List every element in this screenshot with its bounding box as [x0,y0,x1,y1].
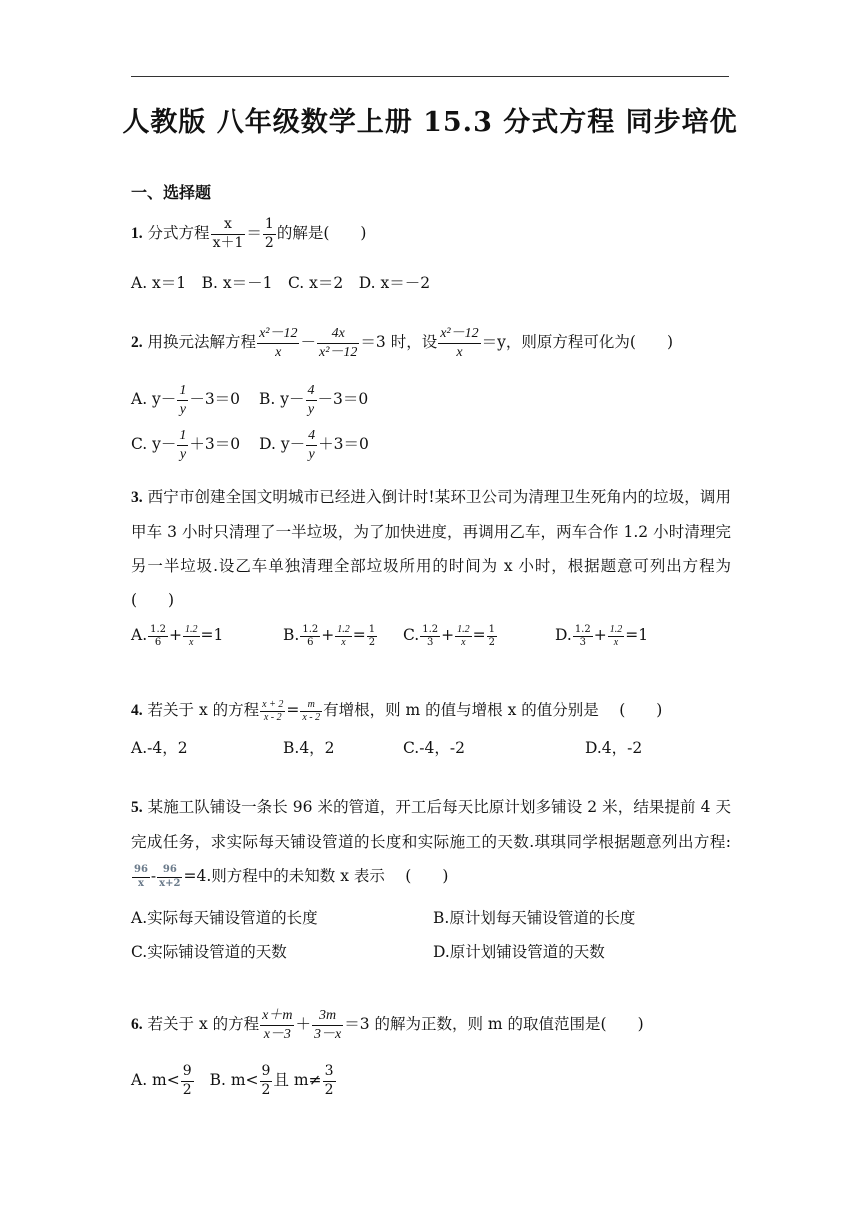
fraction: $\frac{\text{x²－12}}{x}$ [440,326,479,360]
header-rule [131,76,729,77]
option-b: B.原计划每天铺设管道的长度 [433,909,636,927]
question-2-options-row2 [131,427,369,463]
option-c: C. y－ $\frac{1}{y}$ ＋3＝0 [131,428,241,462]
question-number: 3. [131,489,143,506]
option-a: A. m< $\frac{9}{2}$ [131,1063,192,1098]
question-1-options: A. x＝1 B. x＝－1 C. x＝2 D. x＝－2 [131,274,431,292]
option-a: A. $\frac{1.2}{6}$ + $\frac{1.2}{x}$ =1 [131,624,224,648]
option-d: D.原计划铺设管道的天数 [433,943,605,961]
option-c: C.-4，-2 [403,739,465,757]
option-d: D. y－ $\frac{4}{y}$ ＋3＝0 [259,428,369,462]
question-number: 4. [131,702,143,719]
fraction: $\frac{1}{2}$ [264,216,274,251]
fraction: $\frac{96}{x}$ [134,864,148,889]
option-b: B. m< $\frac{9}{2}$ 且 m≠ $\frac{3}{2}$ [209,1063,334,1098]
option-b: B. $\frac{1.2}{6}$ + $\frac{1.2}{x}$ = $\frac{1}{2}$ [283,624,376,648]
section-heading: 一、选择题 [131,183,212,202]
question-text: 西宁市创建全国文明城市已经进入倒计时!某环卫公司为清理卫生死角内的垃圾，调用甲车 3 小时只清理了一半垃圾，为了加快进度，再调用乙车，两车合作 1.2 小时清理完另一半垃圾.设乙车单独清理全部垃圾所用的时间为 x 小时，根据题意可列出方程为 ( ) [131,488,731,609]
option-a: A.-4，2 [131,739,188,757]
fraction: $\frac{x}{x+1}$ [212,216,244,251]
question-2: 2. 用换元法解方程 $\frac{\text{x²－12}}{x}$ － $\frac{4x}{\text{x²－12}}$ ＝3 时，设 $\frac{\text{x²－12}}{x}$ ＝y，则原方程可化为( ) [131,326,673,360]
option-b: B.4，2 [283,739,335,757]
question-6: 6. 若关于 x 的方程 $\frac{x+m}{x-3}$ ＋ $\frac{3m}{3-x}$ ＝3 的解为正数，则 m 的取值范围是( ) [131,1008,644,1042]
fraction: $\frac{x+m}{x-3}$ [262,1008,293,1042]
fraction: $\frac{m}{x - 2}$ [302,699,321,723]
question-2-options-row1 [131,382,368,418]
question-text: 分式方程 [142,224,210,242]
question-number: 2. [131,334,143,351]
question-number: 1. [131,225,143,242]
question-4: 4. 若关于 x 的方程 $\frac{x + 2}{x - 2}$ = $\frac{m}{x - 2}$ 有增根，则 m 的值与增根 x 的值分别是 ( ) [131,699,663,723]
question-3 [131,480,731,617]
fraction: $\frac{\text{x²－12}}{x}$ [259,326,298,360]
option-c: C. $\frac{1.2}{3}$ + $\frac{1.2}{x}$ = $\frac{1}{2}$ [403,624,496,648]
page-title: 人教版 八年级数学上册 15.3 分式方程 同步培优 [122,107,738,138]
question-6-options [131,1063,337,1099]
option-a: A.实际每天铺设管道的长度 [131,909,318,927]
question-5: 5. 某施工队铺设一条长 96 米的管道，开工后每天比原计划多铺设 2 米，结果提前 4 天完成任务，求实际每天铺设管道的长度和实际施工的天数.琪琪同学根据题意列出方程: $\frac{96}{x}$ - $\frac{96}{x+2}$ =4.则方程中的未知数 x 表示 ( ) [131,798,731,889]
question-number: 5. [131,799,143,816]
option-d: D. $\frac{1.2}{3}$ + $\frac{1.2}{x}$ =1 [555,624,649,648]
option-a: A. y－ $\frac{1}{y}$ －3＝0 [131,383,241,417]
option-b: B. y－ $\frac{4}{y}$ －3＝0 [258,383,369,417]
option-d: D.4，-2 [585,739,643,757]
question-number: 6. [131,1016,143,1033]
fraction: $\frac{3m}{3-x}$ [314,1008,342,1042]
fraction: $\frac{x + 2}{x - 2}$ [262,699,284,723]
option-c: C.实际铺设管道的天数 [131,943,287,961]
fraction: $\frac{4x}{\text{x²－12}}$ [319,326,358,360]
fraction: $\frac{96}{x+2}$ [159,864,181,889]
question-1: 1. 分式方程 $\frac{x}{x+1}$ ＝ $\frac{1}{2}$ 的解是( ) [131,216,367,251]
